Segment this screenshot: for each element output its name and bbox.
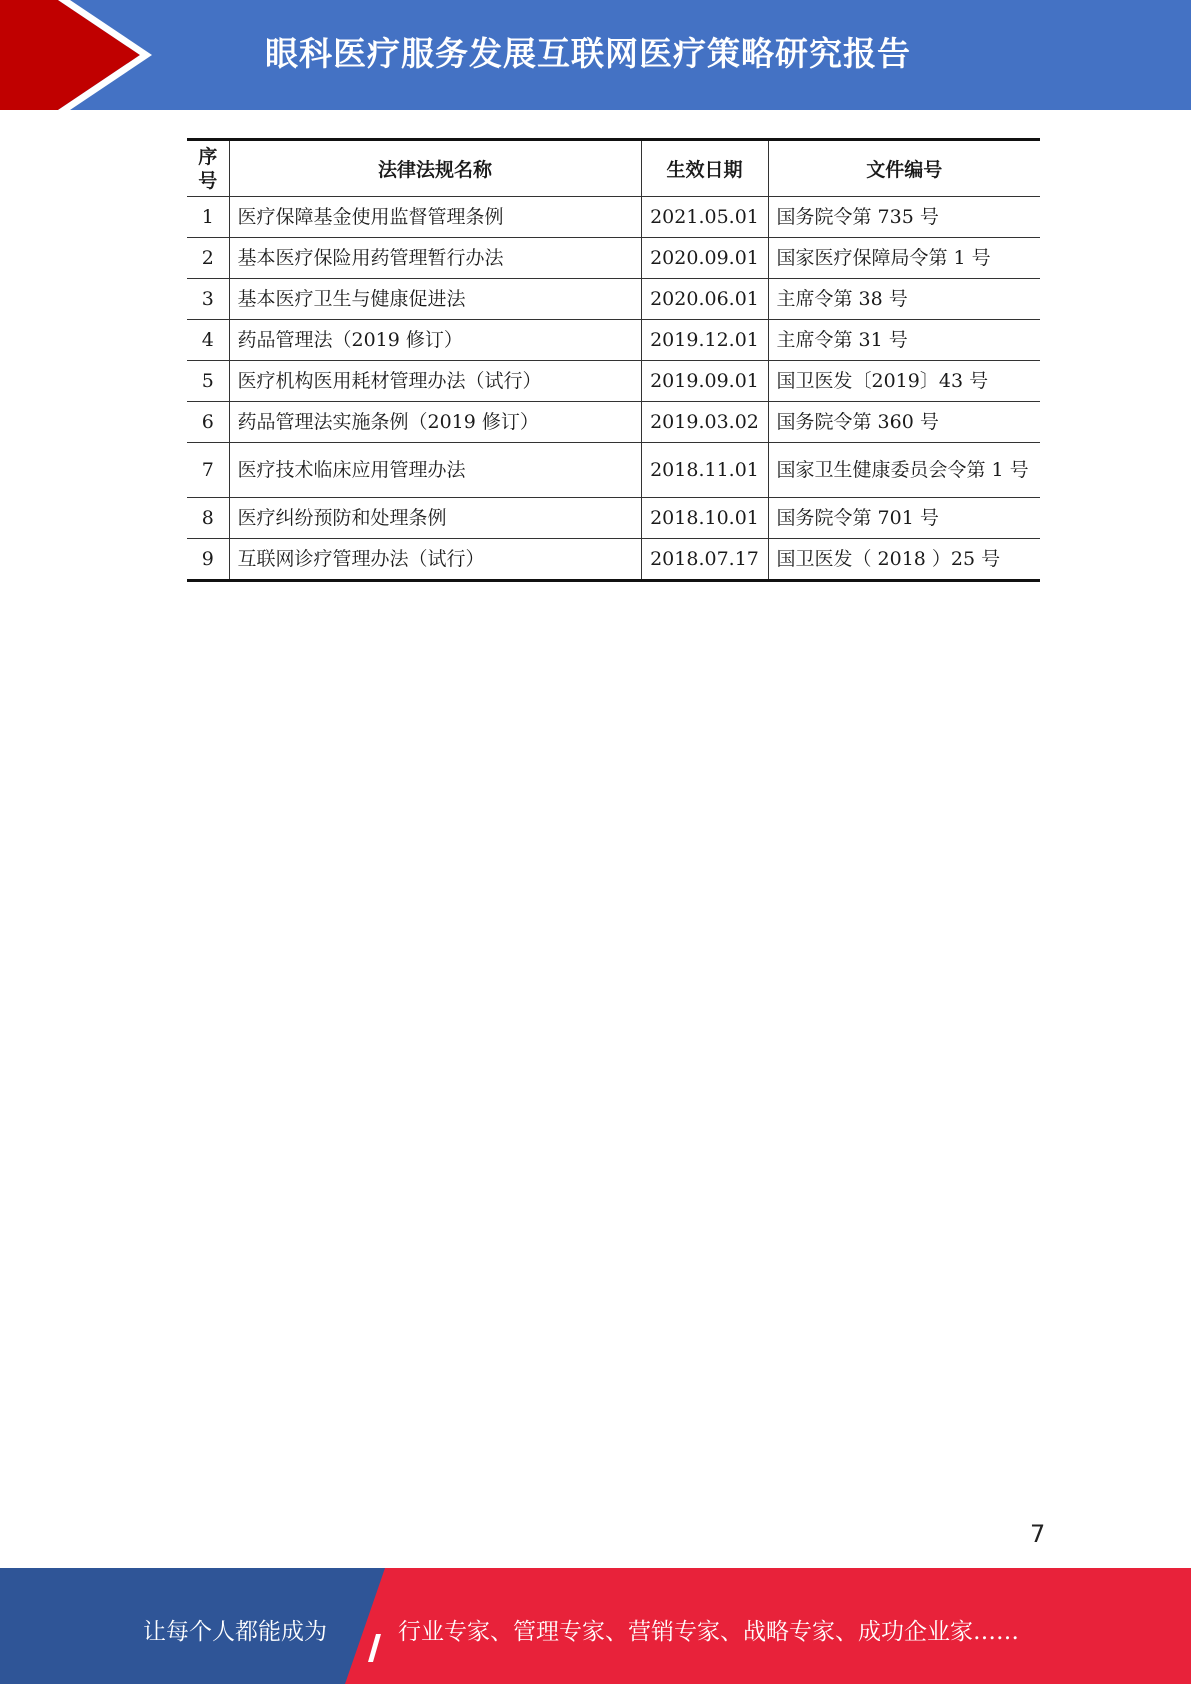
row-no: 7 [187, 443, 229, 498]
row-doc: 国卫医发（ 2018 ）25 号 [768, 539, 1040, 581]
report-title: 眼科医疗服务发展互联网医疗策略研究报告 [265, 34, 911, 73]
row-date: 2018.10.01 [641, 498, 768, 539]
row-date: 2020.09.01 [641, 238, 768, 279]
row-date: 2019.03.02 [641, 402, 768, 443]
table-row [187, 238, 1040, 279]
table-row [187, 197, 1040, 238]
row-date: 2019.09.01 [641, 361, 768, 402]
row-no: 3 [187, 279, 229, 320]
row-name: 医疗机构医用耗材管理办法（试行） [229, 361, 641, 402]
row-no: 2 [187, 238, 229, 279]
table-row [187, 539, 1040, 581]
row-name: 药品管理法（2019 修订） [229, 320, 641, 361]
table-row [187, 320, 1040, 361]
row-no: 6 [187, 402, 229, 443]
row-doc: 国务院令第 701 号 [768, 498, 1040, 539]
footer-slogan-right: 行业专家、管理专家、营销专家、战略专家、成功企业家…… [398, 1619, 1019, 1645]
table-row [187, 443, 1040, 498]
row-name: 互联网诊疗管理办法（试行） [229, 539, 641, 581]
row-doc: 国家医疗保障局令第 1 号 [768, 238, 1040, 279]
row-doc: 主席令第 38 号 [768, 279, 1040, 320]
row-name: 基本医疗保险用药管理暂行办法 [229, 238, 641, 279]
row-name: 医疗保障基金使用监督管理条例 [229, 197, 641, 238]
regulations-table [187, 138, 1040, 582]
table-row [187, 361, 1040, 402]
header-arrow-decoration [0, 0, 160, 110]
row-doc: 主席令第 31 号 [768, 320, 1040, 361]
row-date: 2021.05.01 [641, 197, 768, 238]
row-no: 9 [187, 539, 229, 581]
footer-slogan-left: 让每个人都能成为 [143, 1619, 327, 1645]
row-name: 医疗纠纷预防和处理条例 [229, 498, 641, 539]
row-name: 医疗技术临床应用管理办法 [229, 443, 641, 498]
row-date: 2018.07.17 [641, 539, 768, 581]
row-name: 基本医疗卫生与健康促进法 [229, 279, 641, 320]
header-name: 法律法规名称 [229, 140, 641, 197]
row-name: 药品管理法实施条例（2019 修订） [229, 402, 641, 443]
row-no: 1 [187, 197, 229, 238]
table-row [187, 279, 1040, 320]
row-date: 2019.12.01 [641, 320, 768, 361]
row-no: 4 [187, 320, 229, 361]
page-number: 7 [1030, 1520, 1046, 1548]
table-row [187, 402, 1040, 443]
page-header [0, 0, 1191, 110]
row-doc: 国家卫生健康委员会令第 1 号 [768, 443, 1040, 498]
row-date: 2018.11.01 [641, 443, 768, 498]
page-footer [0, 1568, 1191, 1684]
row-no: 5 [187, 361, 229, 402]
row-date: 2020.06.01 [641, 279, 768, 320]
header-doc: 文件编号 [768, 140, 1040, 197]
row-doc: 国卫医发〔2019〕43 号 [768, 361, 1040, 402]
table-header-row [187, 140, 1040, 197]
header-no: 序 号 [187, 140, 229, 197]
header-date: 生效日期 [641, 140, 768, 197]
table-row [187, 498, 1040, 539]
row-doc: 国务院令第 735 号 [768, 197, 1040, 238]
row-doc: 国务院令第 360 号 [768, 402, 1040, 443]
row-no: 8 [187, 498, 229, 539]
